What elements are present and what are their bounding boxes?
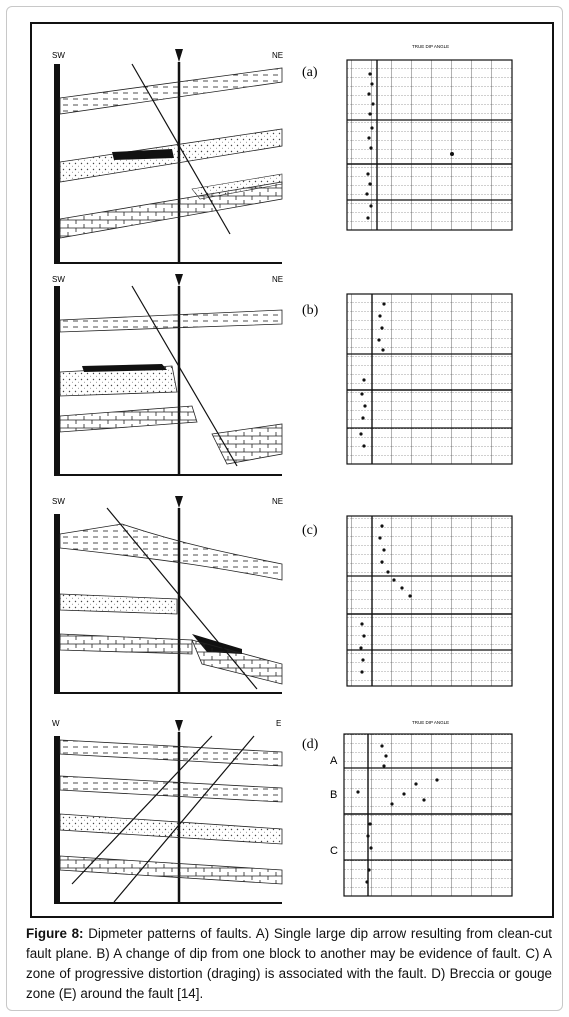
panel-d-left-direction: W (52, 719, 60, 728)
panel-d-dipmeter-chart (344, 734, 512, 896)
derrick-icon (175, 496, 183, 508)
panel-a-cross-section (52, 49, 283, 264)
panel-c-left-direction: SW (52, 497, 65, 506)
panel-c-right-direction: NE (272, 497, 284, 506)
panel-b-left-direction: SW (52, 275, 65, 284)
caption-label: Figure 8: (26, 926, 84, 941)
panel-d-zone-c: C (330, 845, 338, 857)
panel-b-dipmeter-chart (347, 294, 512, 464)
panel-a-dipmeter-chart (347, 44, 512, 230)
panel-c (52, 496, 512, 694)
panel-d-label: (d) (302, 737, 319, 752)
panel-d (52, 719, 512, 904)
derrick-icon (175, 274, 183, 286)
panel-d-chart-title: TRUE DIP ANGLE (412, 720, 450, 725)
panel-a-label: (a) (302, 65, 318, 80)
figure-caption (26, 924, 552, 1004)
panel-a-left-direction: SW (52, 51, 65, 60)
panel-a (52, 44, 512, 264)
panel-c-cross-section (52, 496, 283, 694)
panel-d-zone-a: A (330, 755, 338, 767)
panel-c-dipmeter-chart (347, 516, 512, 686)
figure-image (30, 22, 554, 918)
caption-text: Dipmeter patterns of faults. A) Single large dip arrow resulting from clean-cut fault plane. B) A change of dip from one block to another may be evidence of fault. C) A zone of progressive distortion (draging) is associated with the fault. D) Breccia or gouge zone (E) around the fault [14]. (26, 926, 552, 1001)
derrick-icon (175, 720, 183, 732)
panel-b (52, 274, 512, 476)
panel-d-cross-section (52, 719, 282, 904)
panel-d-zone-b: B (330, 789, 338, 801)
panel-b-right-direction: NE (272, 275, 284, 284)
derrick-icon (175, 49, 183, 62)
panel-a-right-direction: NE (272, 51, 284, 60)
panel-a-chart-title: TRUE DIP ANGLE (412, 44, 450, 49)
panel-c-label: (c) (302, 523, 318, 538)
panel-d-right-direction: E (276, 719, 282, 728)
panel-b-cross-section (52, 274, 283, 476)
panel-b-label: (b) (302, 303, 319, 318)
